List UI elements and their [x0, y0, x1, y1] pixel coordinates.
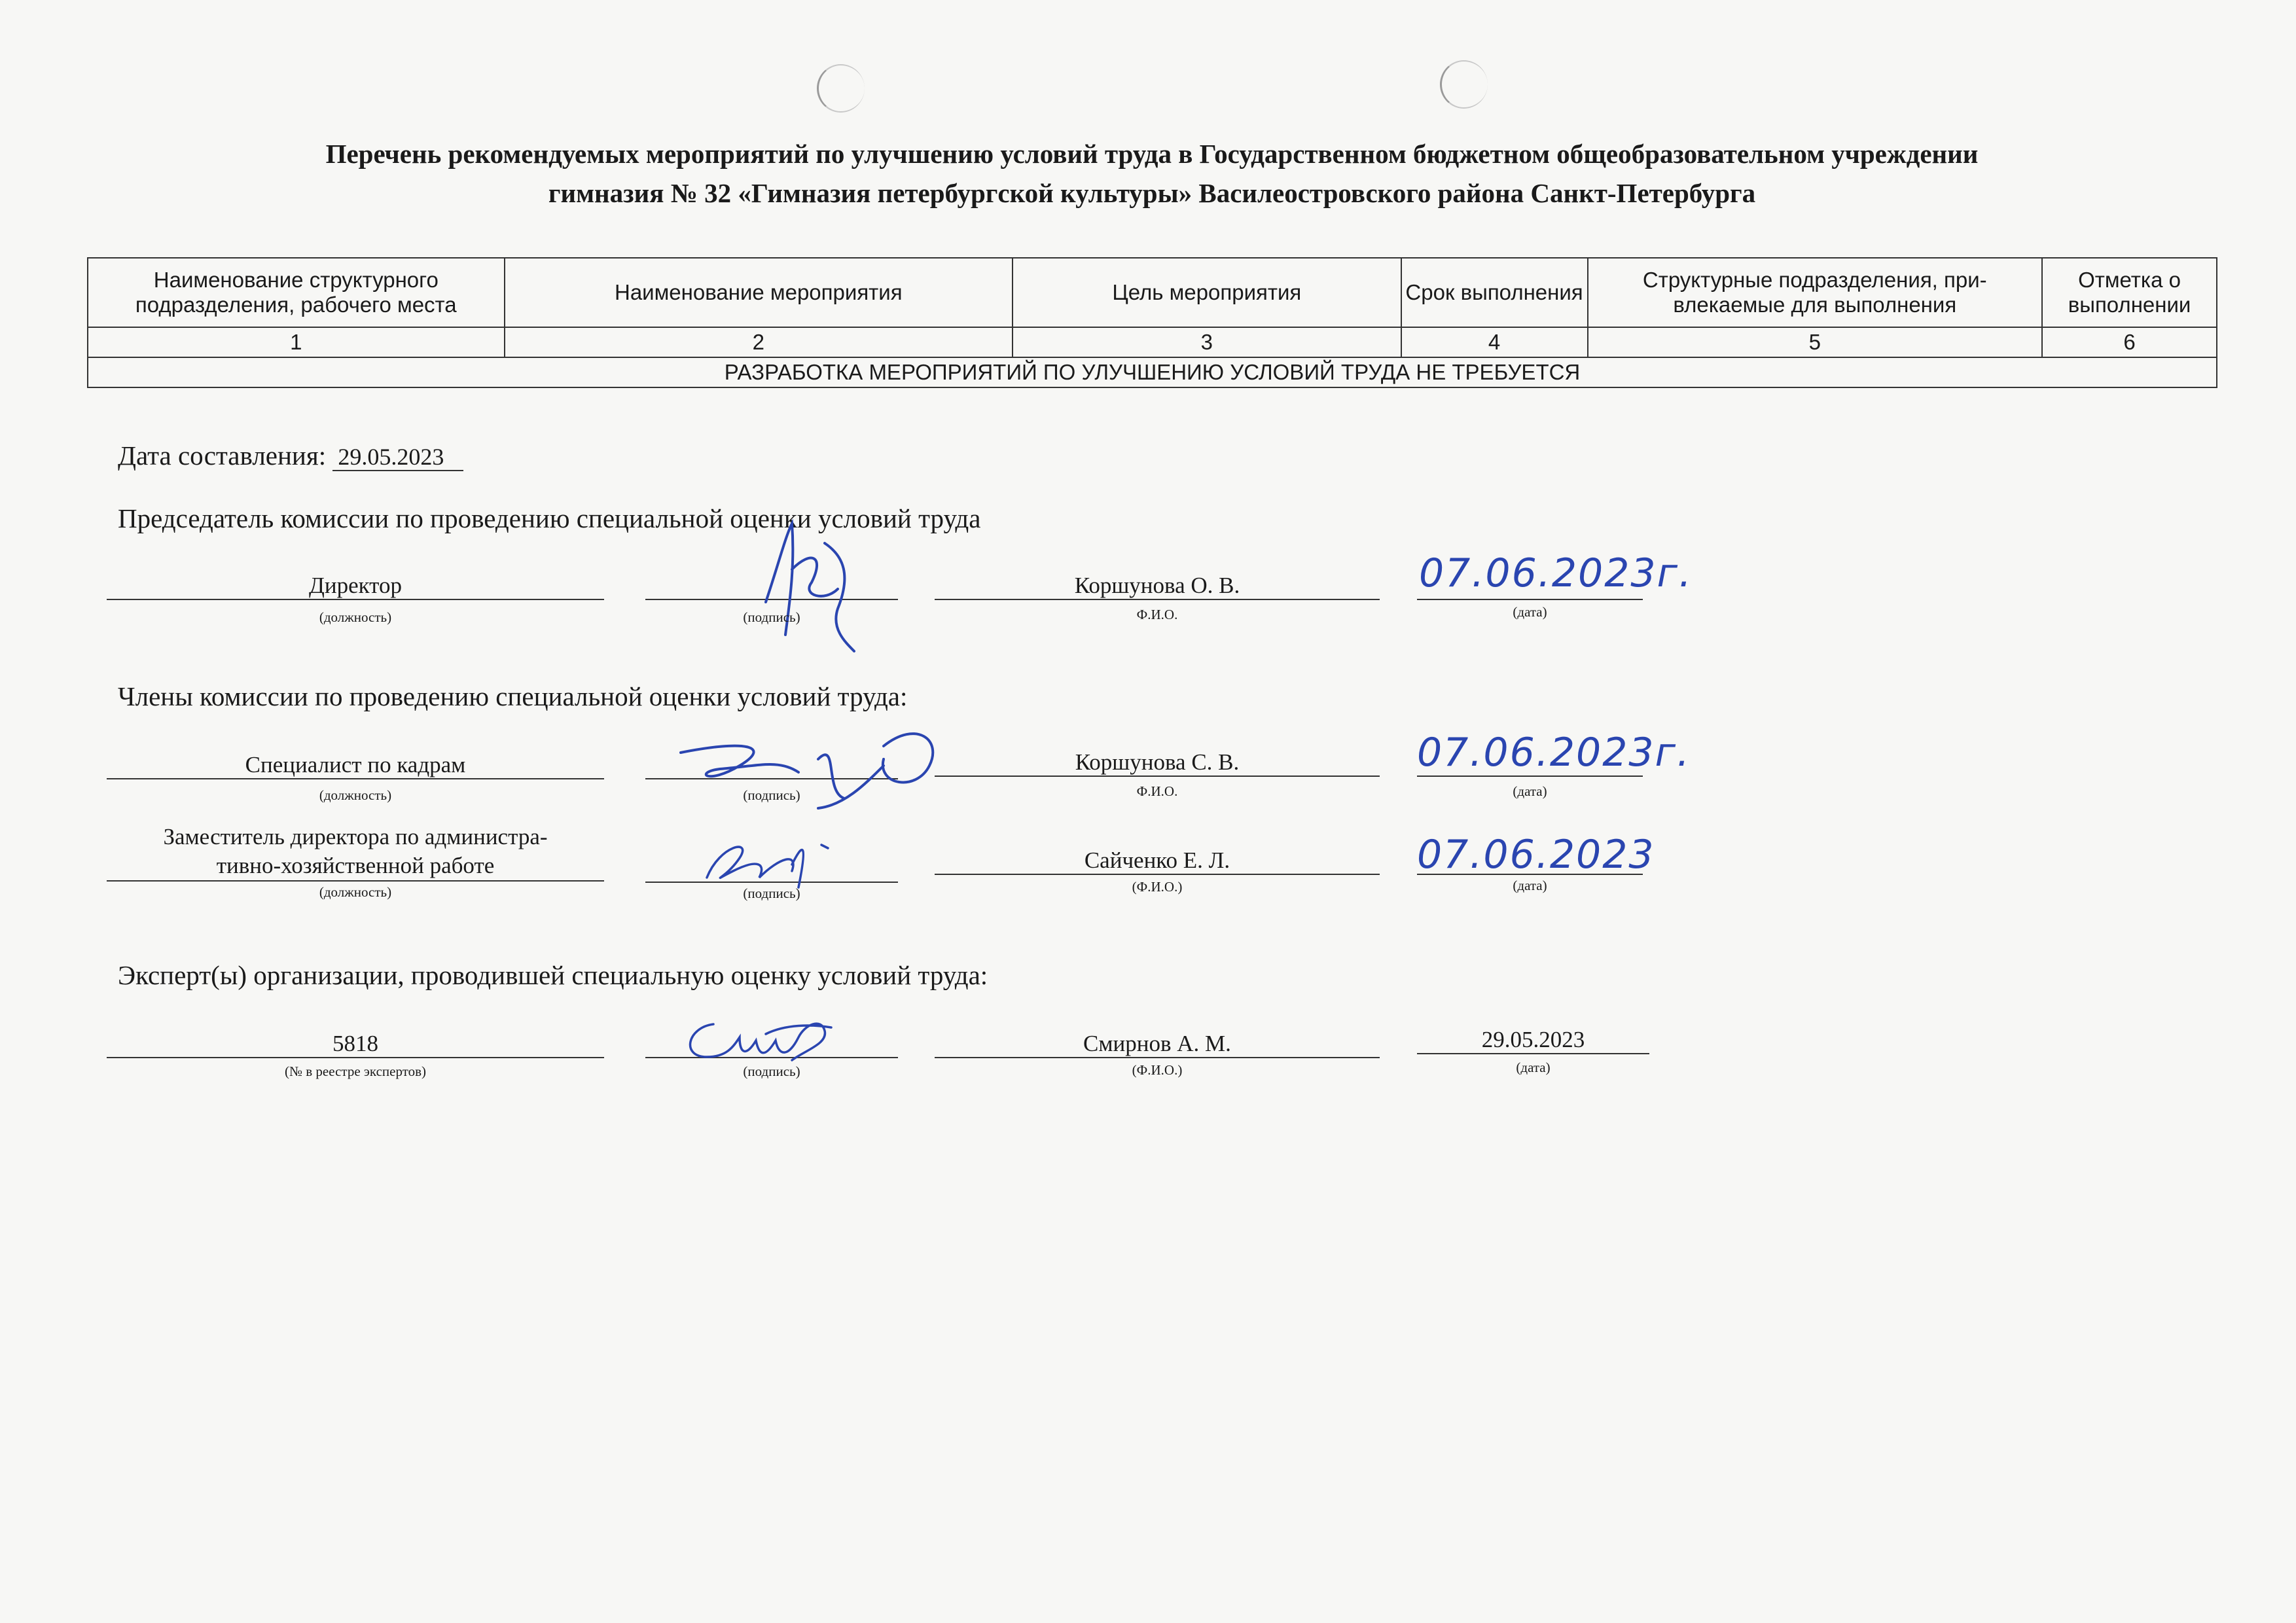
member-1-name-caption: Ф.И.О. — [1136, 783, 1178, 799]
expert-registry-caption: (№ в реестре экспертов) — [284, 1063, 427, 1079]
expert-registry-number: 5818 — [107, 1031, 604, 1058]
chair-name-caption: Ф.И.О. — [1136, 607, 1178, 622]
table-header-row — [88, 258, 2217, 327]
table-note-row — [88, 357, 2217, 387]
chair-signature-image — [740, 497, 870, 654]
member-1-name: Коршунова С. В. — [935, 749, 1380, 777]
member-row-1 — [0, 730, 2296, 828]
member-2-position-line-1: Заместитель директора по администра- — [163, 824, 548, 849]
expert-signature-row — [0, 1024, 2296, 1103]
expert-signature-image — [674, 1011, 844, 1070]
header-measure: Наименование мероприятия — [505, 258, 1013, 327]
header-workplace: Наименование структурного подразделения, рабочего места — [88, 258, 505, 327]
member-2-position-caption: (должность) — [319, 884, 392, 900]
header-deadline: Срок выполнения — [1401, 258, 1588, 327]
member-2-date: 07.06.2023 — [1417, 832, 1655, 878]
col-number: 2 — [505, 327, 1013, 357]
header-departments: Структурные подразделения, при-влекаемые для выполнения — [1588, 258, 2043, 327]
table-note: РАЗРАБОТКА МЕРОПРИЯТИЙ ПО УЛУЧШЕНИЮ УСЛОВИЙ ТРУДА НЕ ТРЕБУЕТСЯ — [88, 357, 2217, 387]
compiled-date — [118, 440, 463, 471]
measures-table — [87, 257, 2217, 388]
col-number: 1 — [88, 327, 505, 357]
table-number-row — [88, 327, 2217, 357]
punch-hole-left — [817, 64, 865, 113]
col-number: 4 — [1401, 327, 1588, 357]
member-1-date-caption: (дата) — [1513, 783, 1547, 799]
member-2-date-caption: (дата) — [1513, 878, 1547, 893]
expert-signature-caption: (подпись) — [743, 1063, 800, 1079]
member-1-signature-caption: (подпись) — [743, 787, 800, 803]
member-1-date: 07.06.2023г. — [1417, 730, 1691, 776]
chair-date: 07.06.2023г. — [1419, 550, 1693, 596]
expert-date: 29.05.2023 — [1417, 1027, 1649, 1054]
chair-date-caption: (дата) — [1513, 604, 1547, 620]
member-2-position-line-2: тивно-хозяйственной работе — [216, 853, 495, 878]
document-title — [65, 134, 2238, 213]
col-number: 3 — [1013, 327, 1401, 357]
member-2-name: Сайченко Е. Л. — [935, 847, 1380, 875]
chair-heading: Председатель комиссии по проведению специальной оценки условий труда — [118, 503, 981, 533]
member-1-position: Специалист по кадрам — [107, 752, 604, 779]
compiled-date-label: Дата составления: — [118, 440, 327, 471]
expert-heading: Эксперт(ы) организации, проводившей специальную оценку условий труда: — [118, 960, 988, 990]
member-row-2 — [0, 821, 2296, 900]
header-goal: Цель мероприятия — [1013, 258, 1401, 327]
chair-signature-row — [0, 550, 2296, 645]
col-number: 6 — [2042, 327, 2217, 357]
compiled-date-value: 29.05.2023 — [332, 444, 463, 471]
member-2-signature-caption: (подпись) — [743, 885, 800, 901]
chair-position: Директор — [107, 573, 604, 600]
expert-name: Смирнов А. М. — [935, 1031, 1380, 1058]
expert-name-caption: (Ф.И.О.) — [1132, 1062, 1183, 1078]
member-1-signature-image — [668, 720, 969, 818]
col-number: 5 — [1588, 327, 2043, 357]
title-line-1: Перечень рекомендуемых мероприятий по улучшению условий труда в Государственном бюджетном общеобразовательном учреждении — [325, 139, 1979, 169]
title-line-2: гимназия № 32 «Гимназия петербургской культуры» Василеостровского района Санкт-Петербурга — [548, 178, 1756, 208]
chair-signature-caption: (подпись) — [743, 609, 800, 625]
members-heading: Члены комиссии по проведению специальной оценки условий труда: — [118, 681, 908, 711]
chair-position-caption: (должность) — [319, 609, 392, 625]
expert-date-caption: (дата) — [1516, 1060, 1551, 1075]
header-completion-mark: Отметка о выполнении — [2042, 258, 2217, 327]
member-2-name-caption: (Ф.И.О.) — [1132, 879, 1183, 895]
member-2-signature-image — [694, 832, 838, 891]
member-1-position-caption: (должность) — [319, 787, 392, 803]
member-2-position — [107, 823, 604, 882]
chair-name: Коршунова О. В. — [935, 573, 1380, 600]
punch-hole-right — [1440, 60, 1488, 109]
